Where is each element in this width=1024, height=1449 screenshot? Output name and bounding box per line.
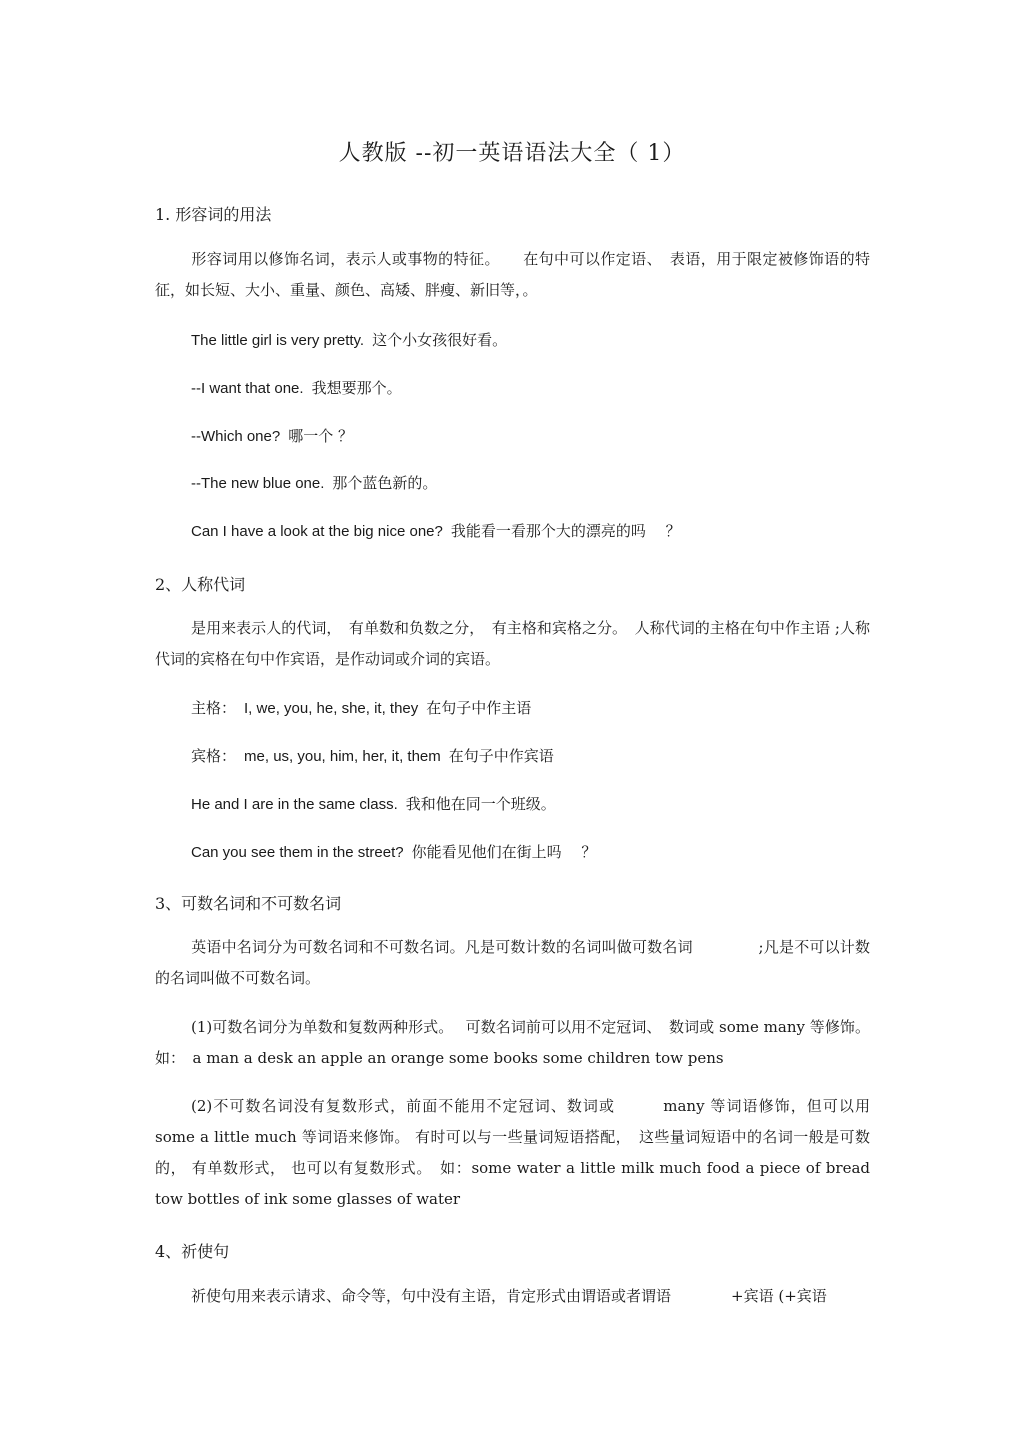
section-heading-2: 2、人称代词 [155, 575, 246, 594]
example-line [191, 472, 437, 493]
paragraph-text: (1)可数名词分为单数和复数两种形式。 可数名词前可以用不定冠词、 数词或 some many 等修饰。如： a man a desk an apple an orange some books some children tow pens [155, 1018, 870, 1067]
section-heading-1: 1. 形容词的用法 [155, 205, 272, 224]
example-english: --I want that one. [191, 380, 304, 397]
page-title: 人教版 --初一英语语法大全（ 1） [338, 141, 686, 166]
example-line [191, 697, 531, 718]
paragraph-text: 祈使句用来表示请求、命令等，句中没有主语，肯定形式由谓语或者谓语 +宾语 (+宾语 [191, 1287, 827, 1305]
paragraph-text: 形容词用以修饰名词，表示人或事物的特征。 在句中可以作定语、 表语，用于限定被修饰语的特征，如长短、大小、重量、颜色、高矮、胖瘦、新旧等，。 [155, 250, 870, 299]
example-label: 主格： [191, 699, 237, 717]
example-line [191, 377, 402, 398]
example-line [191, 520, 681, 541]
paragraph-text: 英语中名词分为可数名词和不可数名词。凡是可数计数的名词叫做可数名词 ;凡是不可以计数的名词叫做不可数名词。 [155, 938, 870, 987]
section-2-paragraph [155, 613, 870, 675]
section-3-paragraph-3 [155, 1091, 870, 1215]
section-heading-3: 3、可数名词和不可数名词 [155, 894, 342, 913]
example-chinese: 我和他在同一个班级。 [405, 795, 556, 813]
example-line [191, 745, 554, 766]
example-english: The little girl is very pretty. [191, 332, 365, 349]
section-heading-4: 4、祈使句 [155, 1242, 230, 1261]
section-3-paragraph-2 [155, 1012, 870, 1074]
example-chinese: 我能看一看那个大的漂亮的吗 ？ [450, 522, 681, 540]
example-english: Can I have a look at the big nice one? [191, 523, 443, 540]
example-english: --Which one? [191, 428, 281, 445]
example-chinese: 你能看见他们在街上吗 ？ [411, 843, 597, 861]
example-line [191, 841, 596, 862]
example-english: me, us, you, him, her, it, them [244, 748, 441, 765]
example-label: 宾格： [191, 747, 237, 765]
example-english: --The new blue one. [191, 475, 325, 492]
example-chinese: 我想要那个。 [311, 379, 402, 397]
paragraph-text: (2)不可数名词没有复数形式，前面不能用不定冠词、数词或 many 等词语修饰，但可以用 some a little much 等词语来修饰。 有时可以与一些量词短语搭配， 这些量词短语中的名词一般是可数的， 有单数形式， 也可以有复数形式。 如：some water a little milk much food a piece of bread tow bottles of ink some glasses of water [155, 1097, 870, 1208]
example-chinese: 在句子中作主语 [426, 699, 532, 717]
example-line [191, 425, 353, 446]
example-chinese: 这个小女孩很好看。 [372, 331, 508, 349]
example-line [191, 329, 507, 350]
paragraph-text: 是用来表示人的代词， 有单数和负数之分， 有主格和宾格之分。 人称代词的主格在句中作主语 ;人称代词的宾格在句中作宾语，是作动词或介词的宾语。 [155, 619, 870, 668]
example-line [191, 793, 556, 814]
example-english: Can you see them in the street? [191, 844, 404, 861]
section-3-paragraph-1 [155, 932, 870, 994]
example-chinese: 在句子中作宾语 [448, 747, 554, 765]
example-english: He and I are in the same class. [191, 796, 398, 813]
example-chinese: 那个蓝色新的。 [332, 474, 438, 492]
section-4-paragraph [155, 1281, 870, 1312]
section-1-paragraph [155, 244, 870, 306]
example-english: I, we, you, he, she, it, they [244, 700, 419, 717]
example-chinese: 哪一个 ？ [288, 427, 353, 445]
